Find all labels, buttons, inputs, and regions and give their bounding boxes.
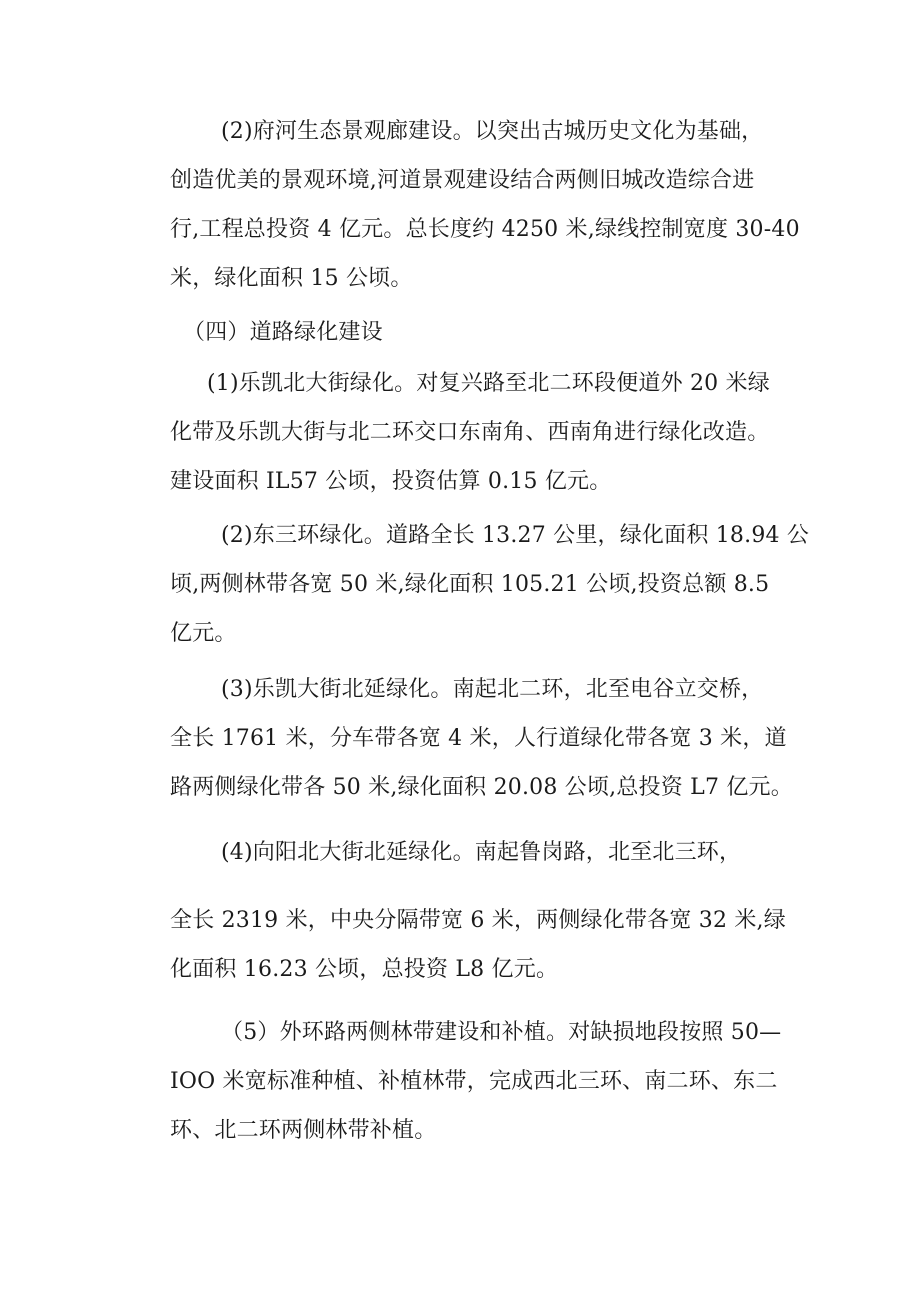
- section-heading: （四）道路绿化建设: [183, 320, 383, 345]
- paragraph-3-line-2: 顷,两侧林带各宽 50 米,绿化面积 105.21 公顷,投资总额 8.5: [170, 572, 770, 597]
- paragraph-7-line-1: （5）外环路两侧林带建设和补植。对缺损地段按照 50—: [221, 1020, 782, 1045]
- paragraph-3-line-1: (2)东三环绿化。道路全长 13.27 公里，绿化面积 18.94 公: [221, 523, 810, 548]
- paragraph-7-line-2: IOO 米宽标准种植、补植林带，完成西北三环、南二环、东二: [170, 1069, 778, 1094]
- paragraph-4-line-3: 路两侧绿化带各 50 米,绿化面积 20.08 公顷,总投资 L7 亿元。: [170, 775, 793, 800]
- paragraph-2-line-2: 化带及乐凯大街与北二环交口东南角、西南角进行绿化改造。: [170, 420, 770, 445]
- paragraph-2-line-3: 建设面积 IL57 公顷，投资估算 0.15 亿元。: [170, 469, 612, 494]
- paragraph-6-line-2: 化面积 16.23 公顷，总投资 L8 亿元。: [170, 957, 559, 982]
- paragraph-6-line-1: 全长 2319 米，中央分隔带宽 6 米，两侧绿化带各宽 32 米,绿: [170, 908, 786, 933]
- paragraph-1-line-1: (2)府河生态景观廊建设。以突出古城历史文化为基础，: [221, 119, 764, 144]
- paragraph-2-line-1: (1)乐凯北大街绿化。对复兴路至北二环段便道外 20 米绿: [207, 371, 770, 396]
- paragraph-5-line-1: (4)向阳北大街北延绿化。南起鲁岗路，北至北三环，: [221, 840, 742, 865]
- paragraph-4-line-2: 全长 1761 米，分车带各宽 4 米，人行道绿化带各宽 3 米，道: [170, 726, 787, 751]
- paragraph-3-line-3: 亿元。: [170, 621, 237, 646]
- paragraph-7-line-3: 环、北二环两侧林带补植。: [170, 1118, 437, 1143]
- paragraph-1-line-4: 米，绿化面积 15 公顷。: [170, 266, 413, 291]
- paragraph-4-line-1: (3)乐凯大街北延绿化。南起北二环，北至电谷立交桥，: [221, 677, 764, 702]
- paragraph-1-line-3: 行,工程总投资 4 亿元。总长度约 4250 米,绿线控制宽度 30-40: [170, 217, 800, 242]
- paragraph-1-line-2: 创造优美的景观环境,河道景观建设结合两侧旧城改造综合进: [170, 168, 755, 193]
